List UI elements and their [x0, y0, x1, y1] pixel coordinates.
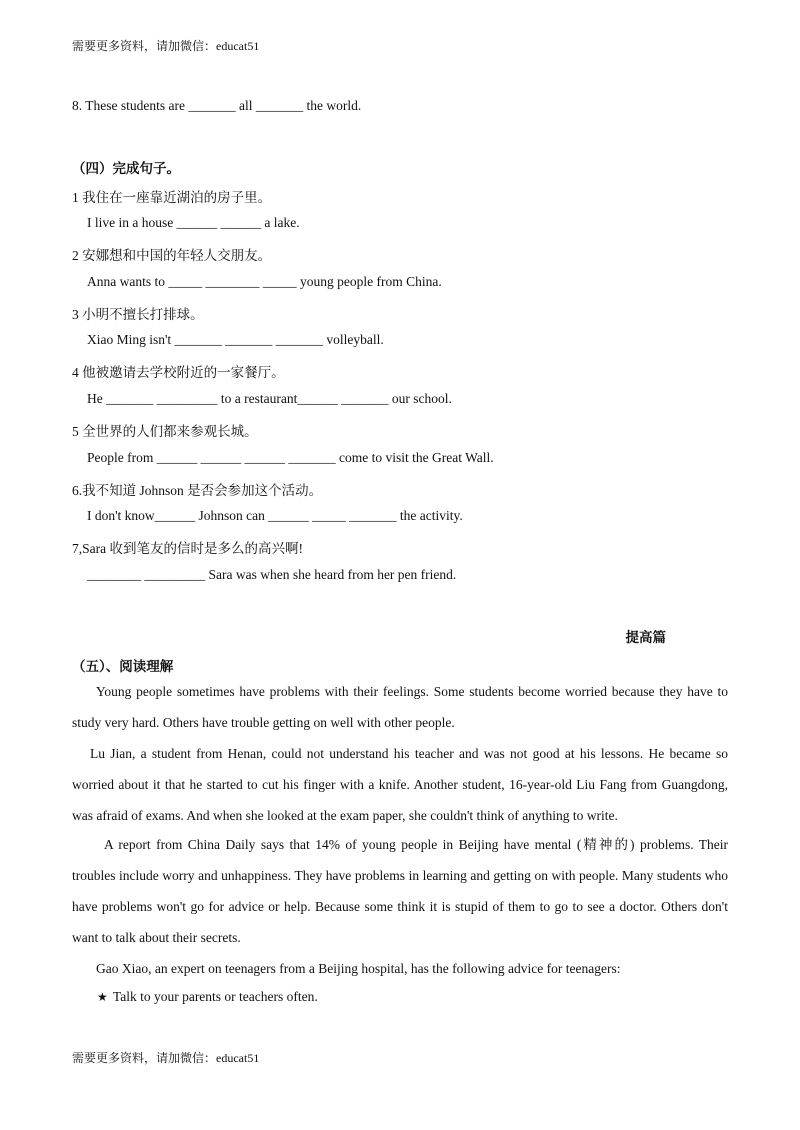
level-title-text: 提高篇: [625, 630, 666, 645]
item-2-english: Anna wants to _____ ________ _____ young people from China.: [87, 274, 442, 289]
item-7-chinese: 7,Sara 收到笔友的信时是多么的高兴啊!: [72, 541, 303, 556]
level-title: [0, 626, 666, 646]
reading-paragraph-1: [72, 676, 728, 738]
star-icon: ★: [97, 990, 108, 1004]
paragraph-text: Lu Jian, a student from Henan, could not understand his teacher and was not good at his lessons. He became so worried about it that he started to cut his finger with a knife. Another student, 16-year-old Liu Fang from Guangdong, was afraid of exams. And when she looked at the exam paper, she couldn't think of anything to write.: [72, 746, 728, 823]
paragraph-text: Young people sometimes have problems with their feelings. Some students become worried because they have to study very hard. Others have trouble getting on well with other people.: [72, 684, 728, 730]
item-4-chinese: 4 他被邀请去学校附近的一家餐厅。: [72, 365, 285, 380]
item-5-english: People from ______ ______ ______ _______ come to visit the Great Wall.: [87, 450, 494, 465]
section-4-title: （四）完成句子。: [72, 161, 180, 176]
item-4-english: He _______ _________ to a restaurant______ _______ our school.: [87, 391, 452, 406]
item-3-english: Xiao Ming isn't _______ _______ _______ volleyball.: [87, 332, 384, 347]
reading-paragraph-2: [72, 738, 728, 831]
item-3-chinese: 3 小明不擅长打排球。: [72, 307, 204, 322]
advice-bullet-text: Talk to your parents or teachers often.: [112, 989, 318, 1004]
section-5-title: （五）、阅读理解: [72, 659, 174, 674]
paragraph-text: A report from China Daily says that 14% of young people in Beijing have mental (精神的) problems. Their troubles include worry and unhappiness. They have problems in learning and getting on with people. Many students who have problems won't go for advice or help. Because some think it is stupid of them to go to see a doctor. Others don't want to talk about their secrets.: [72, 837, 728, 945]
item-1-chinese: 1 我住在一座靠近湖泊的房子里。: [72, 190, 272, 205]
item-5-chinese: 5 全世界的人们都来参观长城。: [72, 424, 258, 439]
question-8: 8. These students are _______ all _______ the world.: [72, 98, 362, 113]
reading-paragraph-3: [72, 829, 728, 953]
item-2-chinese: 2 安娜想和中国的年轻人交朋友。: [72, 248, 272, 263]
item-7-english: ________ _________ Sara was when she heard from her pen friend.: [87, 567, 457, 582]
item-1-english: I live in a house ______ ______ a lake.: [87, 215, 300, 230]
page-header: 需要更多资料，请加微信：educat51: [72, 39, 260, 53]
item-6-english: I don't know______ Johnson can ______ _____ _______ the activity.: [87, 508, 463, 523]
paragraph-text: Gao Xiao, an expert on teenagers from a Beijing hospital, has the following advice for teenagers:: [96, 961, 621, 976]
reading-paragraph-4: [72, 953, 728, 984]
page-footer: 需要更多资料，请加微信：educat51: [72, 1051, 260, 1065]
advice-bullet: [97, 989, 318, 1005]
item-6-chinese: 6.我不知道 Johnson 是否会参加这个活动。: [72, 483, 323, 498]
